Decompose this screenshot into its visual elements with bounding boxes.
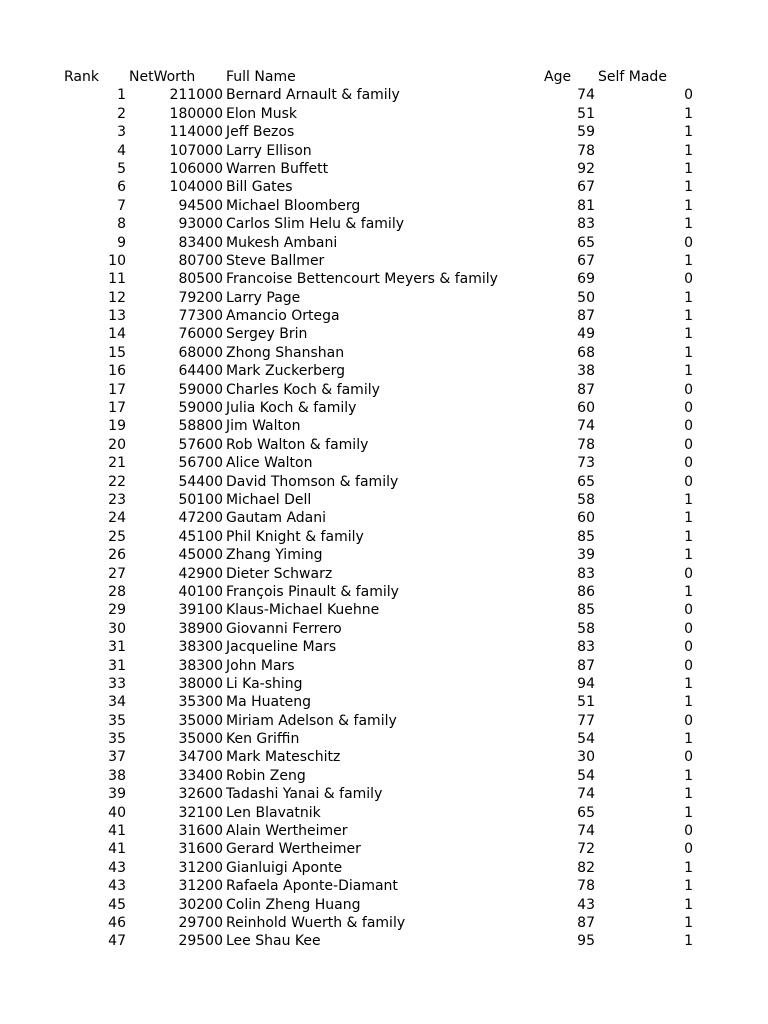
cell-self-made: 1 (684, 878, 693, 895)
table-row (0, 693, 768, 711)
cell-self-made: 1 (684, 124, 693, 141)
cell-self-made: 1 (684, 694, 693, 711)
cell-networth: 35000 (178, 731, 223, 748)
cell-full-name: Jim Walton (226, 418, 301, 435)
cell-age: 50 (577, 289, 595, 306)
cell-self-made: 1 (684, 528, 693, 545)
cell-self-made: 1 (684, 914, 693, 931)
cell-age: 67 (577, 252, 595, 269)
cell-full-name: Rafaela Aponte-Diamant (226, 878, 398, 895)
table-row (0, 675, 768, 693)
cell-networth: 29700 (178, 914, 223, 931)
table-row (0, 767, 768, 785)
cell-rank: 22 (108, 473, 126, 490)
cell-self-made: 1 (684, 344, 693, 361)
cell-networth: 35000 (178, 712, 223, 729)
table-row (0, 840, 768, 858)
table-row (0, 804, 768, 822)
cell-networth: 106000 (169, 160, 223, 177)
cell-rank: 41 (108, 841, 126, 858)
table-row (0, 252, 768, 270)
cell-age: 77 (577, 712, 595, 729)
table-row (0, 344, 768, 362)
cell-networth: 50100 (178, 491, 223, 508)
cell-networth: 54400 (178, 473, 223, 490)
cell-rank: 43 (108, 878, 126, 895)
cell-full-name: Alain Wertheimer (226, 823, 348, 840)
cell-networth: 93000 (178, 216, 223, 233)
cell-rank: 31 (108, 657, 126, 674)
cell-self-made: 0 (684, 271, 693, 288)
cell-full-name: Zhang Yiming (226, 547, 323, 564)
cell-age: 67 (577, 179, 595, 196)
header-networth: NetWorth (129, 69, 196, 85)
cell-networth: 33400 (178, 767, 223, 784)
cell-age: 58 (577, 620, 595, 637)
cell-networth: 34700 (178, 749, 223, 766)
cell-age: 73 (577, 455, 595, 472)
table-row (0, 785, 768, 803)
cell-self-made: 0 (684, 712, 693, 729)
cell-rank: 20 (108, 436, 126, 453)
cell-networth: 38300 (178, 639, 223, 656)
cell-age: 54 (577, 731, 595, 748)
table-row (0, 234, 768, 252)
cell-networth: 31200 (178, 859, 223, 876)
cell-networth: 211000 (169, 87, 223, 104)
cell-age: 43 (577, 896, 595, 913)
billionaires-table (0, 68, 768, 951)
cell-full-name: Len Blavatnik (226, 804, 321, 821)
cell-age: 83 (577, 639, 595, 656)
cell-full-name: Ken Griffin (226, 731, 300, 748)
table-row (0, 620, 768, 638)
cell-networth: 79200 (178, 289, 223, 306)
cell-full-name: Amancio Ortega (226, 308, 340, 325)
cell-rank: 35 (108, 731, 126, 748)
cell-self-made: 1 (684, 105, 693, 122)
cell-networth: 83400 (178, 234, 223, 251)
table-row (0, 454, 768, 472)
cell-rank: 28 (108, 583, 126, 600)
cell-full-name: Gautam Adani (226, 510, 327, 527)
cell-full-name: Li Ka-shing (226, 675, 303, 692)
cell-rank: 43 (108, 859, 126, 876)
table-row (0, 307, 768, 325)
cell-self-made: 1 (684, 547, 693, 564)
cell-self-made: 1 (684, 786, 693, 803)
cell-age: 68 (577, 344, 595, 361)
cell-full-name: Jacqueline Mars (226, 639, 337, 656)
table-row (0, 932, 768, 950)
cell-full-name: François Pinault & family (226, 583, 399, 600)
cell-rank: 21 (108, 455, 126, 472)
table-row (0, 896, 768, 914)
cell-age: 87 (577, 381, 595, 398)
cell-networth: 42900 (178, 565, 223, 582)
table-body (0, 86, 768, 950)
cell-self-made: 1 (684, 491, 693, 508)
cell-age: 82 (577, 859, 595, 876)
cell-networth: 76000 (178, 326, 223, 343)
cell-self-made: 0 (684, 823, 693, 840)
cell-full-name: Larry Page (226, 289, 301, 306)
cell-rank: 11 (108, 271, 126, 288)
cell-full-name: Giovanni Ferrero (226, 620, 342, 637)
cell-rank: 17 (108, 381, 126, 398)
cell-networth: 39100 (178, 602, 223, 619)
cell-rank: 9 (117, 234, 126, 251)
cell-age: 72 (577, 841, 595, 858)
cell-rank: 45 (108, 896, 126, 913)
cell-full-name: John Mars (226, 657, 295, 674)
cell-rank: 17 (108, 400, 126, 417)
cell-rank: 26 (108, 547, 126, 564)
cell-rank: 5 (117, 160, 126, 177)
cell-full-name: Dieter Schwarz (226, 565, 333, 582)
cell-networth: 56700 (178, 455, 223, 472)
cell-self-made: 1 (684, 197, 693, 214)
header-full-name: Full Name (226, 69, 296, 85)
cell-self-made: 0 (684, 436, 693, 453)
cell-rank: 38 (108, 767, 126, 784)
header-row (0, 68, 768, 86)
cell-self-made: 0 (684, 841, 693, 858)
cell-full-name: Klaus-Michael Kuehne (226, 602, 380, 619)
table-row (0, 123, 768, 141)
table-row (0, 657, 768, 675)
cell-networth: 35300 (178, 694, 223, 711)
cell-age: 85 (577, 528, 595, 545)
table-row (0, 178, 768, 196)
cell-age: 87 (577, 308, 595, 325)
cell-self-made: 1 (684, 142, 693, 159)
cell-full-name: Phil Knight & family (226, 528, 364, 545)
cell-full-name: Larry Ellison (226, 142, 312, 159)
cell-full-name: Zhong Shanshan (226, 344, 345, 361)
cell-full-name: Reinhold Wuerth & family (226, 914, 406, 931)
cell-rank: 40 (108, 804, 126, 821)
cell-rank: 13 (108, 308, 126, 325)
cell-self-made: 1 (684, 252, 693, 269)
cell-networth: 32100 (178, 804, 223, 821)
cell-networth: 40100 (178, 583, 223, 600)
table-row (0, 381, 768, 399)
table-row (0, 914, 768, 932)
cell-rank: 7 (117, 197, 126, 214)
cell-full-name: Tadashi Yanai & family (226, 786, 383, 803)
cell-self-made: 0 (684, 639, 693, 656)
cell-self-made: 1 (684, 363, 693, 380)
cell-age: 86 (577, 583, 595, 600)
cell-rank: 30 (108, 620, 126, 637)
cell-networth: 30200 (178, 896, 223, 913)
cell-age: 85 (577, 602, 595, 619)
table-row (0, 86, 768, 104)
cell-full-name: Robin Zeng (226, 767, 306, 784)
table-row (0, 417, 768, 435)
table-row (0, 362, 768, 380)
cell-age: 78 (577, 142, 595, 159)
cell-full-name: Miriam Adelson & family (226, 712, 397, 729)
cell-rank: 29 (108, 602, 126, 619)
cell-networth: 180000 (169, 105, 223, 122)
cell-full-name: Alice Walton (226, 455, 313, 472)
cell-full-name: David Thomson & family (226, 473, 399, 490)
cell-self-made: 1 (684, 326, 693, 343)
table-row (0, 197, 768, 215)
cell-networth: 45100 (178, 528, 223, 545)
cell-rank: 46 (108, 914, 126, 931)
cell-rank: 37 (108, 749, 126, 766)
cell-self-made: 1 (684, 216, 693, 233)
cell-rank: 23 (108, 491, 126, 508)
table-row (0, 730, 768, 748)
cell-rank: 10 (108, 252, 126, 269)
cell-age: 65 (577, 804, 595, 821)
cell-rank: 27 (108, 565, 126, 582)
cell-age: 83 (577, 565, 595, 582)
table-row (0, 565, 768, 583)
cell-age: 38 (577, 363, 595, 380)
cell-rank: 4 (117, 142, 126, 159)
cell-age: 60 (577, 510, 595, 527)
cell-networth: 104000 (169, 179, 223, 196)
cell-self-made: 1 (684, 160, 693, 177)
table-row (0, 877, 768, 895)
cell-self-made: 0 (684, 620, 693, 637)
table-row (0, 142, 768, 160)
table-row (0, 105, 768, 123)
cell-rank: 25 (108, 528, 126, 545)
cell-rank: 33 (108, 675, 126, 692)
header-rank: Rank (64, 69, 99, 85)
cell-self-made: 0 (684, 234, 693, 251)
cell-full-name: Michael Bloomberg (226, 197, 361, 214)
table-row (0, 509, 768, 527)
table-row (0, 748, 768, 766)
cell-age: 30 (577, 749, 595, 766)
header-age: Age (544, 69, 572, 85)
cell-self-made: 0 (684, 657, 693, 674)
table-row (0, 289, 768, 307)
cell-full-name: Carlos Slim Helu & family (226, 216, 404, 233)
cell-full-name: Ma Huateng (226, 694, 311, 711)
cell-age: 94 (577, 675, 595, 692)
cell-self-made: 0 (684, 473, 693, 490)
cell-networth: 58800 (178, 418, 223, 435)
table-row (0, 546, 768, 564)
cell-age: 51 (577, 105, 595, 122)
cell-full-name: Bill Gates (226, 179, 293, 196)
cell-self-made: 1 (684, 767, 693, 784)
cell-networth: 94500 (178, 197, 223, 214)
cell-full-name: Gianluigi Aponte (226, 859, 343, 876)
cell-age: 74 (577, 823, 595, 840)
cell-rank: 41 (108, 823, 126, 840)
cell-age: 87 (577, 914, 595, 931)
cell-rank: 1 (117, 87, 126, 104)
cell-networth: 29500 (178, 933, 223, 950)
header-self-made: Self Made (598, 69, 667, 85)
cell-full-name: Warren Buffett (226, 160, 329, 177)
cell-networth: 59000 (178, 381, 223, 398)
cell-networth: 32600 (178, 786, 223, 803)
cell-self-made: 1 (684, 510, 693, 527)
table-row (0, 601, 768, 619)
cell-full-name: Lee Shau Kee (226, 933, 321, 950)
cell-rank: 15 (108, 344, 126, 361)
cell-rank: 47 (108, 933, 126, 950)
cell-self-made: 1 (684, 933, 693, 950)
cell-full-name: Jeff Bezos (226, 124, 295, 141)
cell-self-made: 0 (684, 87, 693, 104)
cell-age: 78 (577, 878, 595, 895)
cell-self-made: 1 (684, 896, 693, 913)
table-row (0, 583, 768, 601)
cell-networth: 31600 (178, 823, 223, 840)
cell-networth: 77300 (178, 308, 223, 325)
cell-rank: 2 (117, 105, 126, 122)
cell-age: 83 (577, 216, 595, 233)
cell-age: 54 (577, 767, 595, 784)
cell-full-name: Elon Musk (226, 105, 297, 122)
cell-networth: 38300 (178, 657, 223, 674)
table-row (0, 712, 768, 730)
cell-networth: 31600 (178, 841, 223, 858)
cell-age: 65 (577, 473, 595, 490)
cell-age: 65 (577, 234, 595, 251)
cell-self-made: 0 (684, 381, 693, 398)
cell-self-made: 0 (684, 602, 693, 619)
cell-self-made: 1 (684, 179, 693, 196)
table-row (0, 399, 768, 417)
cell-age: 87 (577, 657, 595, 674)
cell-age: 95 (577, 933, 595, 950)
cell-self-made: 1 (684, 859, 693, 876)
cell-networth: 80500 (178, 271, 223, 288)
cell-age: 51 (577, 694, 595, 711)
cell-age: 69 (577, 271, 595, 288)
cell-full-name: Bernard Arnault & family (226, 87, 400, 104)
cell-full-name: Julia Koch & family (226, 400, 357, 417)
cell-age: 81 (577, 197, 595, 214)
cell-full-name: Mukesh Ambani (226, 234, 338, 251)
cell-rank: 8 (117, 216, 126, 233)
cell-full-name: Michael Dell (226, 491, 312, 508)
table-row (0, 270, 768, 288)
cell-age: 74 (577, 87, 595, 104)
cell-rank: 24 (108, 510, 126, 527)
cell-age: 59 (577, 124, 595, 141)
cell-networth: 47200 (178, 510, 223, 527)
cell-rank: 16 (108, 363, 126, 380)
cell-age: 92 (577, 160, 595, 177)
cell-full-name: Colin Zheng Huang (226, 896, 361, 913)
table-row (0, 436, 768, 454)
cell-networth: 64400 (178, 363, 223, 380)
cell-rank: 34 (108, 694, 126, 711)
cell-full-name: Francoise Bettencourt Meyers & family (226, 271, 498, 288)
cell-self-made: 0 (684, 400, 693, 417)
table-row (0, 215, 768, 233)
cell-self-made: 1 (684, 289, 693, 306)
cell-rank: 6 (117, 179, 126, 196)
cell-rank: 12 (108, 289, 126, 306)
table-row (0, 859, 768, 877)
cell-full-name: Steve Ballmer (226, 252, 325, 269)
cell-networth: 31200 (178, 878, 223, 895)
table-row (0, 160, 768, 178)
cell-full-name: Gerard Wertheimer (226, 841, 361, 858)
cell-age: 49 (577, 326, 595, 343)
cell-full-name: Sergey Brin (226, 326, 308, 343)
cell-full-name: Charles Koch & family (226, 381, 380, 398)
cell-rank: 19 (108, 418, 126, 435)
cell-rank: 3 (117, 124, 126, 141)
table-row (0, 325, 768, 343)
cell-self-made: 1 (684, 731, 693, 748)
cell-age: 39 (577, 547, 595, 564)
cell-rank: 39 (108, 786, 126, 803)
cell-self-made: 1 (684, 308, 693, 325)
cell-networth: 68000 (178, 344, 223, 361)
cell-networth: 45000 (178, 547, 223, 564)
table-row (0, 491, 768, 509)
cell-full-name: Mark Zuckerberg (226, 363, 346, 380)
cell-self-made: 0 (684, 455, 693, 472)
cell-full-name: Mark Mateschitz (226, 749, 341, 766)
cell-networth: 80700 (178, 252, 223, 269)
cell-age: 58 (577, 491, 595, 508)
cell-age: 78 (577, 436, 595, 453)
cell-networth: 59000 (178, 400, 223, 417)
table-row (0, 528, 768, 546)
cell-rank: 35 (108, 712, 126, 729)
cell-self-made: 1 (684, 583, 693, 600)
table-row (0, 822, 768, 840)
cell-self-made: 0 (684, 565, 693, 582)
cell-networth: 57600 (178, 436, 223, 453)
cell-age: 60 (577, 400, 595, 417)
cell-networth: 38000 (178, 675, 223, 692)
table-row (0, 638, 768, 656)
cell-full-name: Rob Walton & family (226, 436, 369, 453)
cell-networth: 114000 (169, 124, 223, 141)
cell-self-made: 1 (684, 804, 693, 821)
cell-self-made: 0 (684, 749, 693, 766)
cell-rank: 31 (108, 639, 126, 656)
cell-self-made: 1 (684, 675, 693, 692)
cell-self-made: 0 (684, 418, 693, 435)
cell-rank: 14 (108, 326, 126, 343)
cell-networth: 38900 (178, 620, 223, 637)
cell-networth: 107000 (169, 142, 223, 159)
table-row (0, 473, 768, 491)
cell-age: 74 (577, 418, 595, 435)
cell-age: 74 (577, 786, 595, 803)
